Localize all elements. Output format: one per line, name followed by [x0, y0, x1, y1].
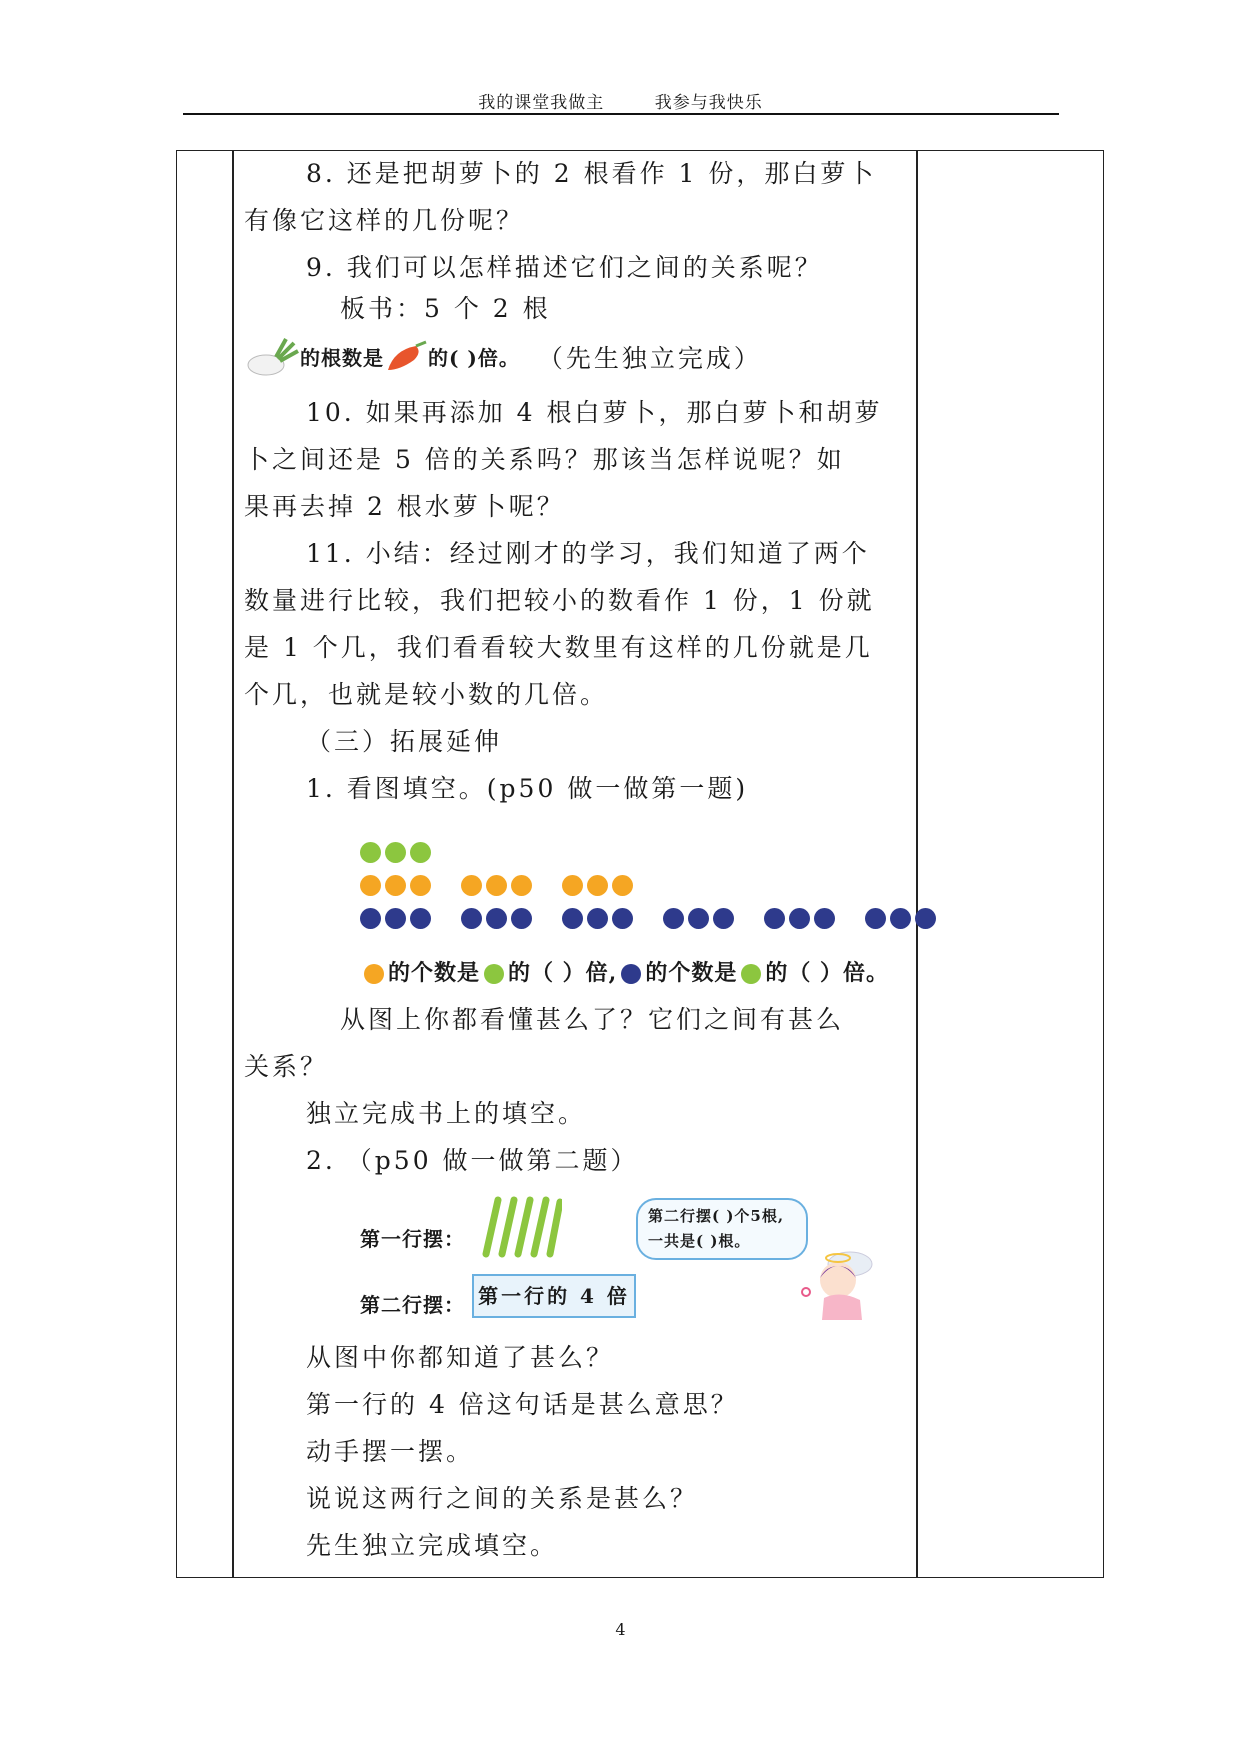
question-2e: 先生独立完成填空。 — [306, 1531, 559, 1560]
header-rule — [183, 113, 1059, 115]
fig1-note: （先生独立完成） — [537, 343, 762, 373]
question-1c: 独立完成书上的填空。 — [306, 1099, 587, 1128]
line-10a: 10. 如果再添加 4 根白萝卜，那白萝卜和胡萝 — [306, 398, 883, 427]
question-2c: 动手摆一摆。 — [306, 1437, 475, 1466]
blue-dot-icon — [621, 964, 641, 984]
fig2-row2-label: 第二行摆： — [360, 1293, 465, 1317]
question-2: 2. （p50 做一做第二题） — [306, 1146, 639, 1175]
orange-dots-row — [360, 875, 663, 896]
question-1b: 关系？ — [244, 1052, 329, 1081]
question-1: 1. 看图填空。(p50 做一做第一题) — [306, 774, 749, 803]
carrot-icon — [384, 340, 428, 376]
speech-bubble — [636, 1198, 808, 1260]
lesson-content — [244, 150, 909, 1569]
line-8a: 8. 还是把胡萝卜的 2 根看作 1 份，那白萝卜 — [306, 159, 877, 188]
bubble-line-1: 第二行摆( )个5根, — [648, 1207, 785, 1225]
dots-text-b: 的（ ）倍, — [508, 960, 618, 986]
green-dot-icon — [741, 964, 761, 984]
blue-dots-row — [360, 908, 966, 929]
green-dots-row — [360, 842, 461, 863]
fig2-box: 第一行的 4 倍 — [472, 1274, 636, 1318]
line-10b: 卜之间还是 5 倍的关系吗？那该当怎样说呢？如 — [244, 445, 845, 474]
radish-icon — [244, 337, 300, 379]
question-1a: 从图上你都看懂甚么了？它们之间有甚么 — [340, 1005, 845, 1034]
dots-text-d: 的（ ）倍。 — [765, 960, 890, 986]
sticks-figure — [360, 1184, 909, 1334]
column-divider-2 — [916, 151, 918, 1577]
dots-figure — [360, 842, 909, 986]
sticks-icon — [472, 1196, 562, 1258]
line-8b: 有像它这样的几份呢？ — [244, 206, 525, 235]
page-number: 4 — [615, 1620, 626, 1639]
radish-carrot-figure — [244, 327, 909, 389]
orange-dot-icon — [364, 964, 384, 984]
line-10c: 果再去掉 2 根水萝卜呢？ — [244, 492, 565, 521]
header-left: 我的课堂我做主 — [478, 93, 605, 113]
question-2b: 第一行的 4 倍这句话是甚么意思？ — [306, 1390, 739, 1419]
line-11c: 是 1 个几，我们看看较大数里有这样的几份就是几 — [244, 633, 873, 662]
line-11d: 个几，也就是较小数的几倍。 — [244, 680, 609, 709]
line-9: 9. 我们可以怎样描述它们之间的关系呢？ — [306, 253, 823, 282]
girl-cartoon-icon — [800, 1240, 880, 1330]
bubble-line-2: 一共是( )根。 — [648, 1232, 751, 1250]
line-11b: 数量进行比较，我们把较小的数看作 1 份，1 份就 — [244, 586, 875, 615]
line-11a: 11. 小结：经过刚才的学习，我们知道了两个 — [306, 539, 870, 568]
board-text: 板书：5 个 2 根 — [340, 294, 551, 323]
question-2a: 从图中你都知道了甚么？ — [306, 1343, 615, 1372]
fig2-row1-label: 第一行摆： — [360, 1227, 465, 1251]
header-right: 我参与我快乐 — [654, 93, 763, 113]
fig1-text2: 的( )倍。 — [428, 345, 520, 370]
page-header — [0, 88, 1241, 113]
section-3-title: （三）拓展延伸 — [306, 727, 503, 756]
dots-question — [360, 950, 889, 997]
column-divider-1 — [232, 151, 234, 1577]
fig1-text1: 的根数是 — [300, 345, 384, 370]
green-dot-icon — [484, 964, 504, 984]
dots-text-a: 的个数是 — [388, 960, 481, 986]
question-2d: 说说这两行之间的关系是甚么？ — [306, 1484, 699, 1513]
dots-text-c: 的个数是 — [645, 960, 738, 986]
